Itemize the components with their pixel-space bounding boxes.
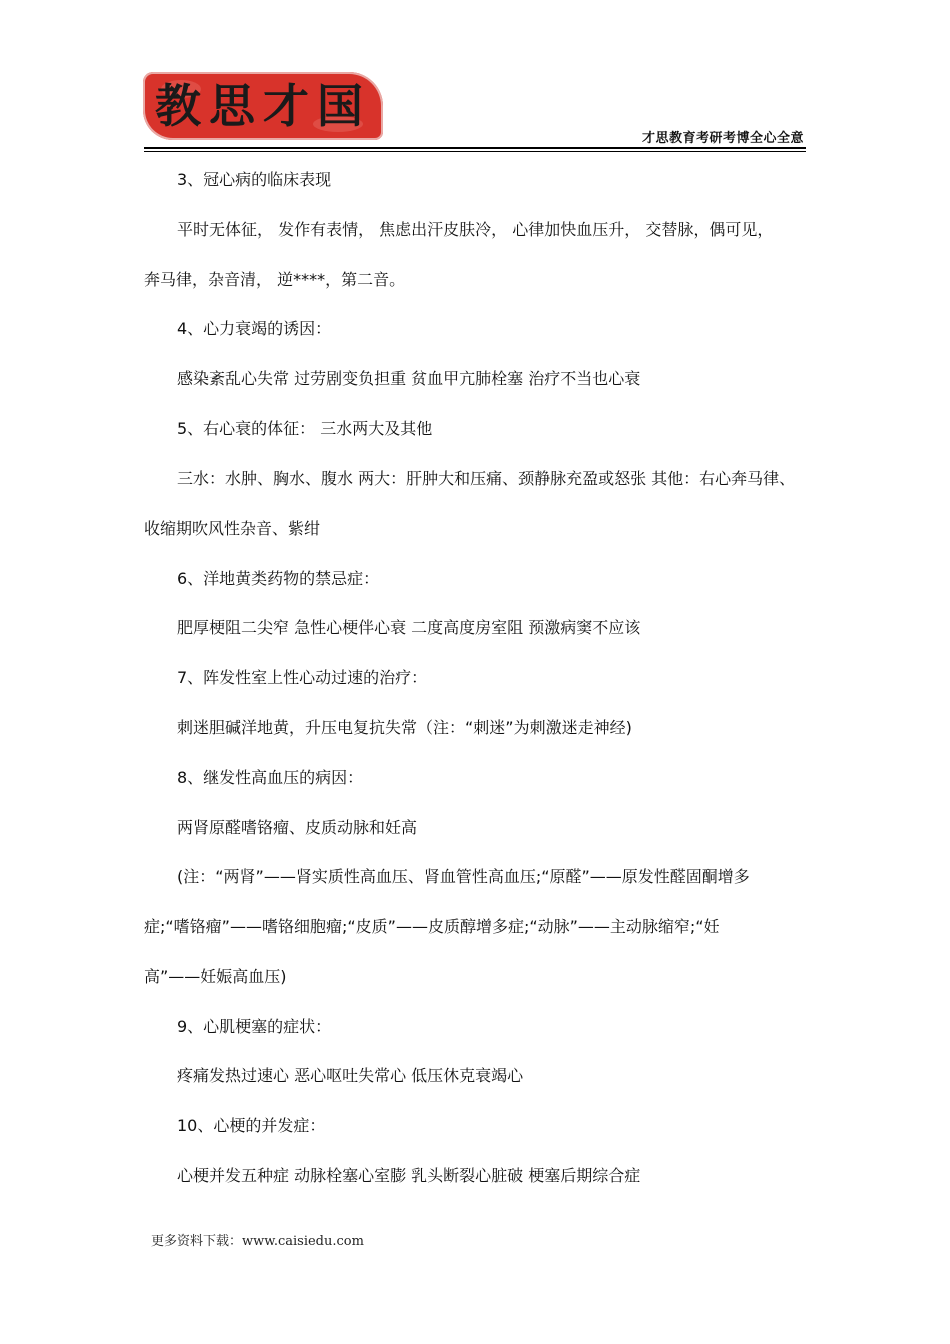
heading-8: 8、继发性高血压的病因： (177, 768, 364, 787)
paragraph-line: 平时无体征， 发作有表情， 焦虑出汗皮肤冷， 心律加快血压升， 交替脉，偶可见， (177, 220, 774, 239)
paragraph-line: 症;“嗜铬瘤”——嗜铬细胞瘤;“皮质”——皮质醇增多症;“动脉”——主动脉缩窄;“妊 (144, 917, 720, 936)
heading-3: 3、冠心病的临床表现 (177, 170, 332, 189)
paragraph-line: 收缩期吹风性杂音、紫绀 (144, 519, 321, 538)
paragraph-line: 三水：水肿、胸水、腹水 两大：肝肿大和压痛、颈静脉充盈或怒张 其他：右心奔马律、 (177, 469, 796, 488)
footer-download-link[interactable]: 更多资料下载：www.caisiedu.com (151, 1234, 364, 1249)
paragraph-line: 感染紊乱心失常 过劳剧变负担重 贫血甲亢肺栓塞 治疗不当也心衰 (177, 369, 641, 388)
paragraph-line: 高”——妊娠高血压) (144, 967, 287, 986)
paragraph-line: (注：“两肾”——肾实质性高血压、肾血管性高血压;“原醛”——原发性醛固酮增多 (177, 867, 750, 886)
heading-5: 5、右心衰的体征： 三水两大及其他 (177, 419, 433, 438)
heading-7: 7、阵发性室上性心动过速的治疗： (177, 668, 428, 687)
heading-10: 10、心梗的并发症： (177, 1116, 326, 1135)
logo-text: 教思才国 (155, 79, 371, 133)
logo (143, 72, 383, 140)
paragraph-line: 心梗并发五种症 动脉栓塞心室膨 乳头断裂心脏破 梗塞后期综合症 (177, 1166, 641, 1185)
header-rule (144, 147, 806, 149)
paragraph-line: 两肾原醛嗜铬瘤、皮质动脉和妊高 (177, 818, 418, 837)
header-rule-thin (144, 151, 806, 152)
paragraph-line: 肥厚梗阻二尖窄 急性心梗伴心衰 二度高度房室阻 预激病窦不应该 (177, 618, 641, 637)
heading-4: 4、心力衰竭的诱因： (177, 319, 332, 338)
heading-6: 6、洋地黄类药物的禁忌症： (177, 569, 380, 588)
paragraph-line: 刺迷胆碱洋地黄，升压电复抗失常（注：“刺迷”为刺激迷走神经) (177, 718, 632, 737)
header-slogan: 才思教育考研考博全心全意 (641, 131, 804, 146)
heading-9: 9、心肌梗塞的症状： (177, 1017, 332, 1036)
paragraph-line: 奔马律，杂音清， 逆****，第二音。 (144, 270, 406, 289)
paragraph-line: 疼痛发热过速心 恶心呕吐失常心 低压休克衰竭心 (177, 1066, 524, 1085)
